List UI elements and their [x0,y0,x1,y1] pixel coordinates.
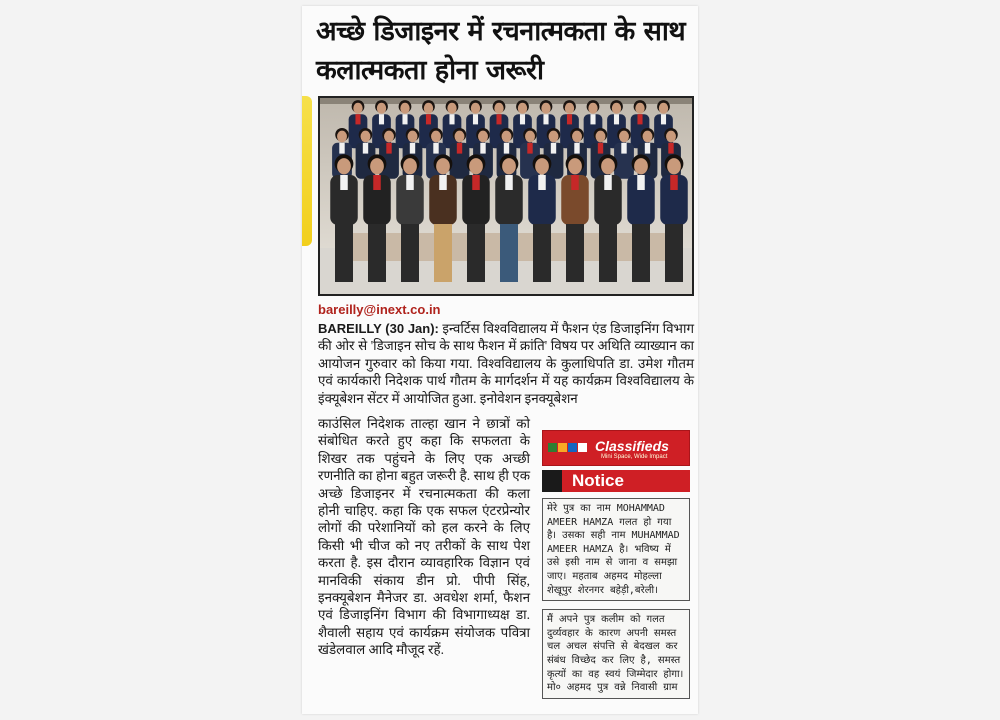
person-legs [500,224,518,282]
classifieds-logo-blocks [548,437,588,456]
notice-bar-accent [542,470,562,492]
person-legs [632,224,650,282]
yellow-margin-strip [302,96,312,246]
notice-disownment: मैं अपने पुत्र कलीम को गलत दुर्व्यवहार के कारण अपनी समस्त चल अचल संपत्ति से बेदखल कर संबंध विच्छेद कर लिए है, समस्त कृत्यों का वह स्वयं जिम्मेदार होगा। मो० अहमद पुत्र वन्ने निवासी ग्राम [542,609,690,699]
group-photo-illustration [320,98,692,294]
person-legs [533,224,551,282]
reporter-email: bareilly@inext.co.in [318,302,441,317]
person-legs [665,224,683,282]
person-legs [434,224,452,282]
group-photo [318,96,694,296]
classifieds-tagline: Mini Space, Wide Impact [601,454,668,460]
person-legs [368,224,386,282]
article-headline: अच्छे डिजाइनर में रचनात्मकता के साथ कलात्मकता होना जरूरी [316,16,686,86]
person-legs [467,224,485,282]
newspaper-clipping [302,6,698,714]
notice-heading-bar [542,470,690,492]
person-legs [566,224,584,282]
notice-name-change: मेरे पुत्र का नाम MOHAMMAD AMEER HAMZA गलत हो गया है। उसका सही नाम MUHAMMAD AMEER HAMZA है। भविष्य में उसे इसी नाम से जाना व समझा जाए। महताब अहमद मोहल्ला शेखूपुर शेरनगर बहेड़ी,बरेली। [542,498,690,601]
article-lead-paragraph [318,320,694,407]
classifieds-banner [542,430,690,466]
article-column-text: काउंसिल निदेशक ताल्हा खान ने छात्रों को संबोधित करते हुए कहा कि सफलता के शिखर तक पहुंचने के लिए एक अच्छी रणनीति का होना बहुत जरूरी है. साथ ही एक अच्छे डिजाइनर में रचनात्मकता की कला होनी चाहिए. कहा कि एक सफल एंटरप्रेन्योर लोगों की परेशानियों को हल करने के लिए किसी भी चीज को नए तरीकों के साथ पेश करता है. इस दौरान व्यावहारिक विज्ञान एवं मानविकी संकाय डीन प्रो. पीपी सिंह, इनक्यूबेशन मैनेजर डा. अवधेश शर्मा, फैशन एवं डिजाइनिंग विभाग की विभागाध्यक्ष डा. शैवाली सहाय एवं कार्यक्रम संयोजक पवित्रा खंडेलवाल आदि मौजूद रहें. [318,416,530,658]
dateline: BAREILLY (30 Jan): [318,321,439,336]
person-legs [401,224,419,282]
classifieds-section [542,430,690,714]
classifieds-brand: Classifieds [595,438,669,454]
notice-heading: Notice [572,471,624,490]
person-legs [335,224,353,282]
lead-text: इन्वर्टिस विश्वविद्यालय में फैशन एंड डिजाइनिंग विभाग की ओर से 'डिजाइन सोच के साथ फैशन में क्रांति' विषय पर अथिति व्याख्यान का आयोजन गुरुवार को किया गया. विश्वविद्यालय के कुलाधिपति डा. उमेश गौतम एवं कार्यकारी निदेशक पार्थ गौतम के मार्गदर्शन में यह कार्यक्रम विश्वविद्यालय के इंक्यूबेशन सेंटर में आयोजित हुआ. इनोवेशन इनक्यूबेशन [318,321,694,406]
person-legs [599,224,617,282]
